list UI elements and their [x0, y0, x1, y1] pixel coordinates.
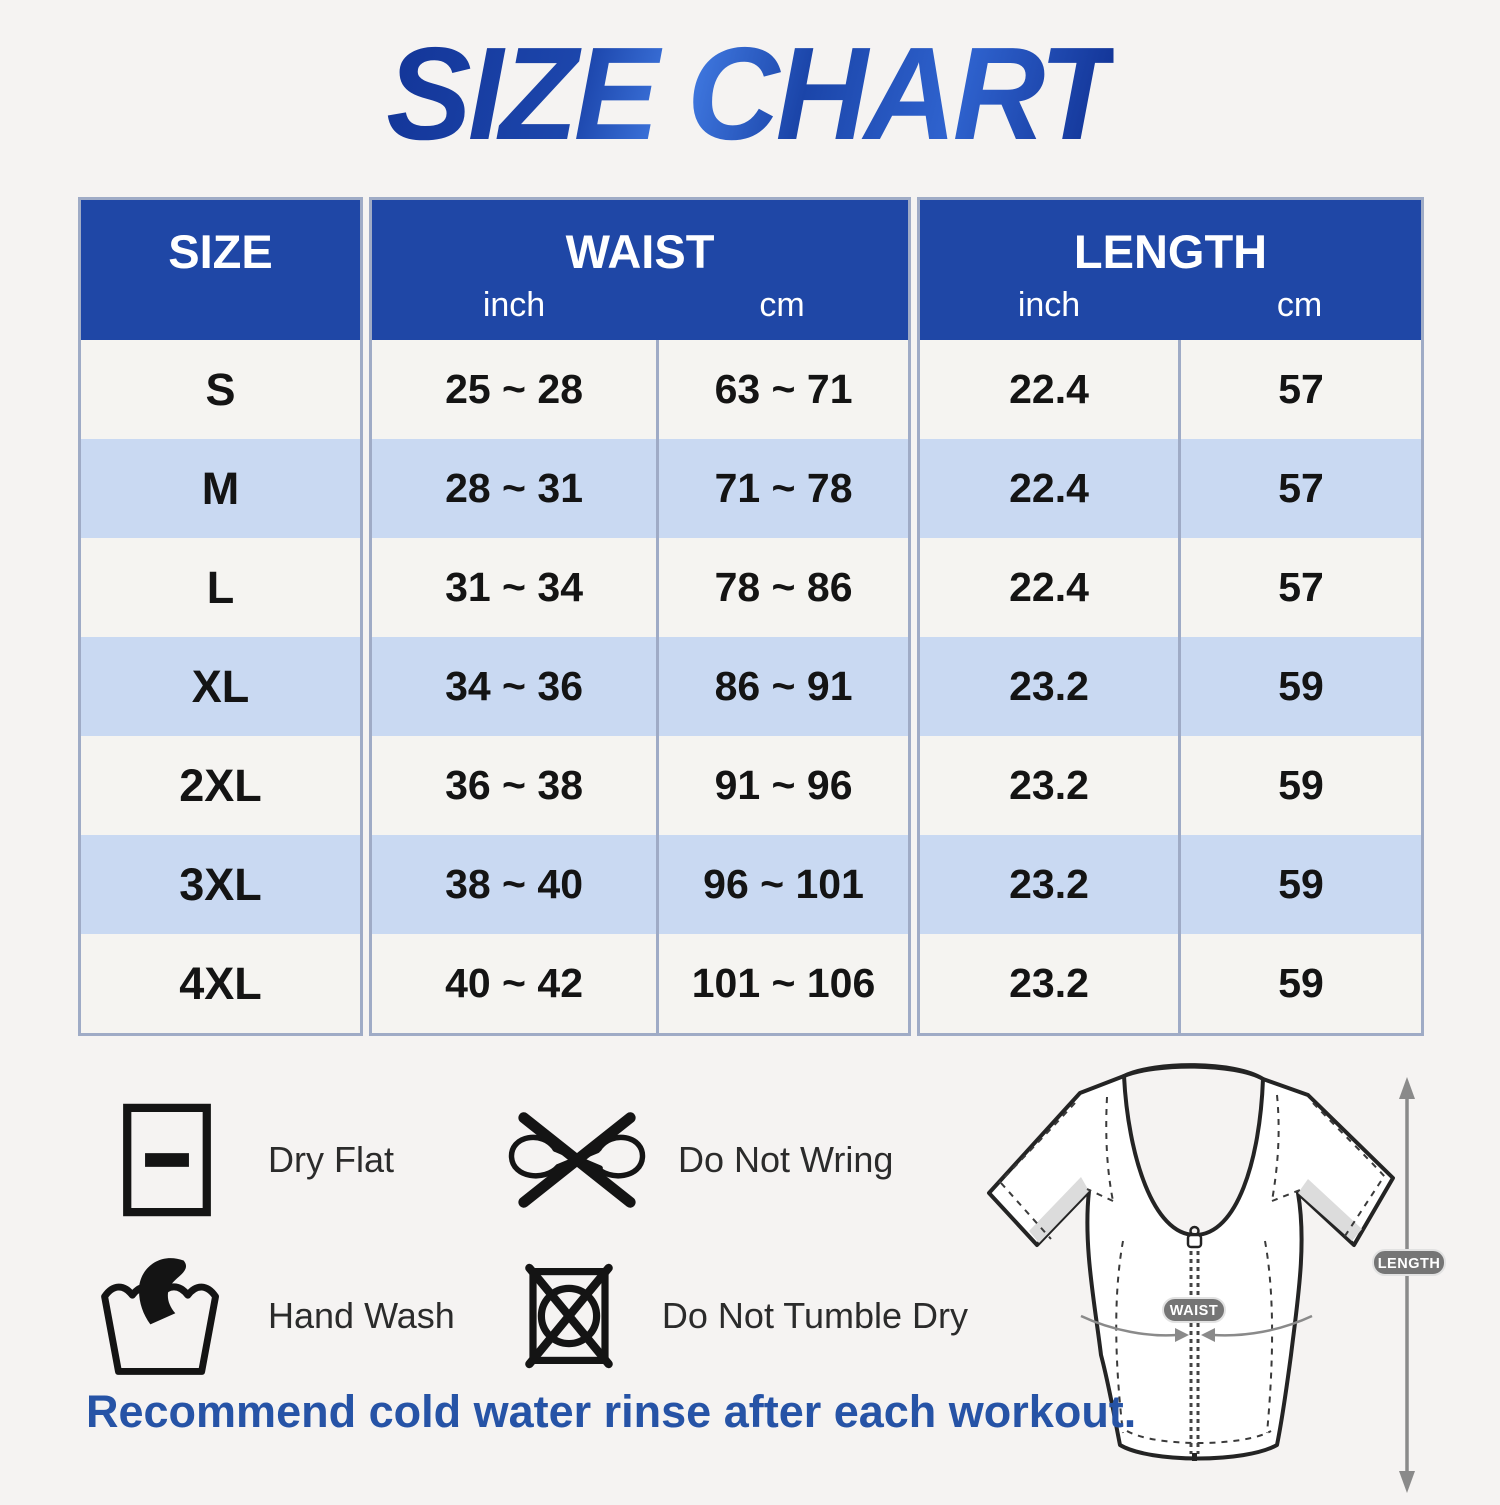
length-label-text: LENGTH	[1377, 1256, 1441, 1272]
care-item-label: Dry Flat	[268, 1139, 394, 1180]
length-label-pill	[1373, 1250, 1445, 1275]
waist-label-pill	[1163, 1298, 1225, 1322]
table-cell-waist-inch: 38 ~ 40	[372, 835, 656, 934]
table-cell-length-cm: 57	[1178, 439, 1421, 538]
care-item-do-not-wring	[498, 1096, 968, 1224]
table-cell-size: 4XL	[81, 934, 360, 1033]
table-cell-size: M	[81, 439, 360, 538]
care-item-label: Hand Wash	[268, 1295, 455, 1336]
table-cell-waist-inch: 40 ~ 42	[372, 934, 656, 1033]
length-arrow	[1399, 1077, 1415, 1493]
table-cell-size: 3XL	[81, 835, 360, 934]
care-item-hand-wash	[88, 1252, 498, 1380]
waist-column-body	[372, 340, 908, 1033]
table-cell-waist-cm: 91 ~ 96	[656, 736, 908, 835]
column-header-waist	[372, 200, 908, 340]
waist-inch-unit-label: inch	[482, 286, 546, 325]
length-inch-unit-label: inch	[1017, 286, 1081, 325]
table-cell-length-inch: 22.4	[920, 538, 1178, 637]
table-cell-waist-cm: 101 ~ 106	[656, 934, 908, 1033]
page-header	[0, 18, 1500, 169]
care-item-do-not-tumble-dry	[498, 1252, 968, 1380]
table-cell-waist-inch: 31 ~ 34	[372, 538, 656, 637]
table-cell-size: S	[81, 340, 360, 439]
table-cell-waist-inch: 34 ~ 36	[372, 637, 656, 736]
table-cell-length-inch: 23.2	[920, 736, 1178, 835]
length-column-body	[920, 340, 1421, 1033]
size-header-label: SIZE	[168, 225, 273, 278]
table-cell-length-cm: 57	[1178, 538, 1421, 637]
length-header-label: LENGTH	[1073, 225, 1268, 278]
table-cell-waist-cm: 63 ~ 71	[656, 340, 908, 439]
hand-wash-icon	[88, 1255, 246, 1377]
dry-flat-icon	[88, 1099, 246, 1221]
length-cm-unit-label: cm	[1276, 286, 1323, 325]
do-not-wring-icon	[498, 1105, 656, 1215]
table-cell-length-inch: 22.4	[920, 439, 1178, 538]
waist-cm-unit-label: cm	[759, 286, 805, 325]
waist-header-label: WAIST	[565, 225, 715, 278]
footer-note: Recommend cold water rinse after each workout.	[86, 1386, 1137, 1437]
table-cell-waist-inch: 25 ~ 28	[372, 340, 656, 439]
column-header-size	[81, 200, 360, 340]
table-cell-length-inch: 23.2	[920, 934, 1178, 1033]
do-not-tumble-dry-icon	[498, 1258, 640, 1374]
size-column-body	[81, 340, 360, 1033]
table-cell-size: L	[81, 538, 360, 637]
care-instructions	[88, 1096, 968, 1380]
table-cell-size: 2XL	[81, 736, 360, 835]
waist-column-section	[369, 197, 911, 1036]
waist-label-text: WAIST	[1169, 1303, 1219, 1319]
table-cell-length-inch: 22.4	[920, 340, 1178, 439]
size-chart-title: SIZE CHART	[386, 20, 1114, 167]
table-cell-length-cm: 59	[1178, 637, 1421, 736]
table-cell-size: XL	[81, 637, 360, 736]
table-cell-length-cm: 57	[1178, 340, 1421, 439]
table-cell-waist-cm: 86 ~ 91	[656, 637, 908, 736]
care-item-label: Do Not Tumble Dry	[661, 1295, 968, 1336]
table-cell-waist-cm: 96 ~ 101	[656, 835, 908, 934]
size-column-section	[78, 197, 363, 1036]
table-cell-length-cm: 59	[1178, 736, 1421, 835]
length-column-section	[917, 197, 1424, 1036]
table-cell-length-cm: 59	[1178, 835, 1421, 934]
length-unit-row	[920, 286, 1421, 325]
table-cell-waist-cm: 78 ~ 86	[656, 538, 908, 637]
waist-unit-row	[372, 286, 908, 325]
table-cell-waist-cm: 71 ~ 78	[656, 439, 908, 538]
table-cell-length-inch: 23.2	[920, 637, 1178, 736]
table-cell-waist-inch: 28 ~ 31	[372, 439, 656, 538]
care-item-label: Do Not Wring	[678, 1139, 894, 1180]
table-cell-length-inch: 23.2	[920, 835, 1178, 934]
column-header-length	[920, 200, 1421, 340]
table-cell-waist-inch: 36 ~ 38	[372, 736, 656, 835]
table-cell-length-cm: 59	[1178, 934, 1421, 1033]
size-table	[78, 197, 1424, 1036]
care-item-dry-flat	[88, 1096, 498, 1224]
